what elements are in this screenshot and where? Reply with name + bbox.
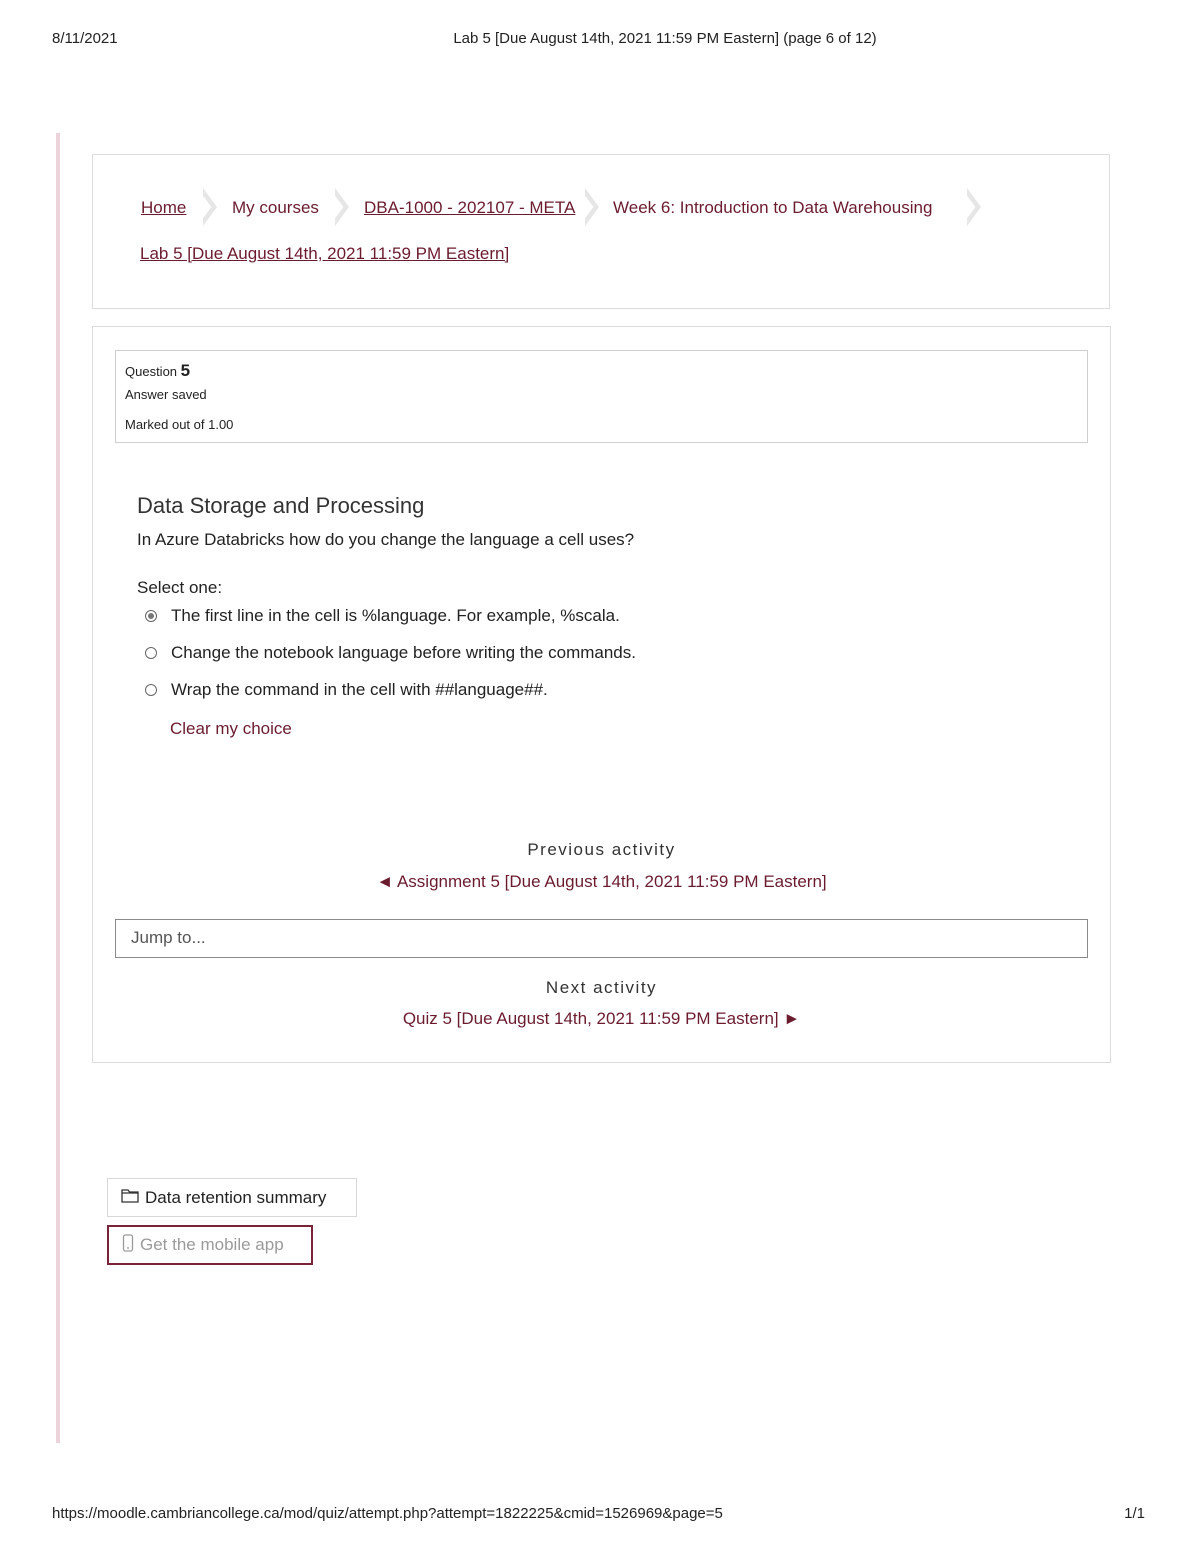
jump-to-placeholder: Jump to...: [131, 928, 206, 947]
previous-activity-link[interactable]: ◄ Assignment 5 [Due August 14th, 2021 11:59 PM Eastern]: [376, 872, 827, 891]
clear-choice-link[interactable]: Clear my choice: [170, 719, 292, 738]
answer-option[interactable]: [145, 643, 636, 663]
next-activity-link[interactable]: Quiz 5 [Due August 14th, 2021 11:59 PM Eastern] ►: [402, 1009, 801, 1028]
question-state: Answer saved: [125, 387, 207, 402]
question-number: [125, 361, 190, 381]
chevron-right-icon: [203, 188, 217, 226]
left-accent-rule: [56, 133, 60, 1443]
question-info: [115, 350, 1088, 443]
data-retention-button[interactable]: [107, 1178, 357, 1217]
print-url: https://moodle.cambriancollege.ca/mod/quiz/attempt.php?attempt=1822225&cmid=1526969&page=5: [52, 1505, 723, 1522]
data-retention-label: Data retention summary: [145, 1187, 327, 1207]
breadcrumb-lab[interactable]: Lab 5 [Due August 14th, 2021 11:59 PM Eastern]: [140, 244, 510, 263]
answer-option[interactable]: [145, 606, 620, 626]
question-title: Data Storage and Processing: [137, 493, 425, 518]
breadcrumb-my-courses[interactable]: My courses: [232, 198, 319, 217]
previous-activity-label: Previous activity: [527, 840, 676, 859]
breadcrumb-week[interactable]: Week 6: Introduction to Data Warehousing: [613, 198, 933, 217]
quiz-attempt-card: [92, 326, 1111, 1063]
mobile-phone-icon: [122, 1234, 134, 1257]
question-text: In Azure Databricks how do you change the language a cell uses?: [137, 530, 635, 549]
chevron-right-icon: [967, 188, 981, 226]
breadcrumb: [92, 154, 1110, 309]
question-label: Question: [125, 364, 178, 379]
get-mobile-app-button[interactable]: [107, 1225, 313, 1265]
get-mobile-app-label: Get the mobile app: [140, 1235, 284, 1254]
print-date: 8/11/2021: [52, 30, 118, 47]
print-title: Lab 5 [Due August 14th, 2021 11:59 PM Eastern] (page 6 of 12): [453, 30, 877, 47]
chevron-right-icon: [335, 188, 349, 226]
question-number-value: 5: [180, 361, 191, 380]
answer-option[interactable]: [145, 680, 548, 700]
radio-selected-icon[interactable]: [145, 610, 157, 622]
breadcrumb-home[interactable]: Home: [141, 198, 187, 217]
radio-icon[interactable]: [145, 647, 157, 659]
answer-option-label: Wrap the command in the cell with ##language##.: [171, 680, 548, 699]
radio-icon[interactable]: [145, 684, 157, 696]
select-prompt: Select one:: [137, 578, 223, 597]
next-activity-label: Next activity: [545, 978, 658, 997]
question-grade: Marked out of 1.00: [125, 417, 234, 432]
jump-to-select[interactable]: [115, 919, 1088, 958]
breadcrumb-course[interactable]: DBA-1000 - 202107 - META: [364, 198, 576, 217]
print-page-number: 1/1: [1124, 1505, 1145, 1522]
folder-icon: [121, 1188, 139, 1208]
chevron-right-icon: [585, 188, 599, 226]
answer-option-label: Change the notebook language before writing the commands.: [171, 643, 636, 662]
answer-option-label: The first line in the cell is %language. For example, %scala.: [171, 606, 620, 625]
